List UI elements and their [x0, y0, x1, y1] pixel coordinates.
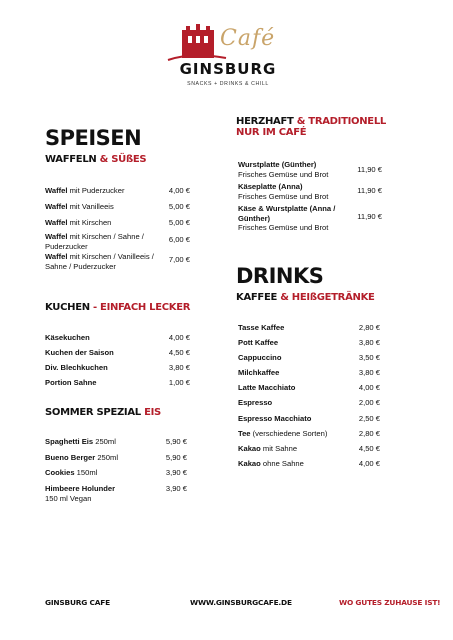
list-item: Tasse Kaffee — [238, 323, 285, 332]
price: 7,00 € — [168, 255, 190, 264]
list-item: Spaghetti Eis 250ml — [45, 437, 116, 446]
price: 2,80 € — [358, 323, 380, 332]
list-item: Bueno Berger 250ml — [45, 453, 119, 462]
list-item: Latte Macchiato — [238, 383, 296, 392]
herzhaft-heading: HERZHAFT & TRADITIONELL NUR IM CAFÉ — [236, 116, 386, 138]
list-item: Tee (verschiedene Sorten) — [238, 429, 328, 438]
sommer-heading: SOMMER SPEZIAL EIS — [45, 407, 161, 418]
list-item: Cookies 150ml — [45, 468, 98, 477]
price: 3,80 € — [168, 363, 190, 372]
price: 5,90 € — [165, 453, 187, 462]
price: 5,90 € — [165, 437, 187, 446]
list-item: Wurstplatte (Günther) Frisches Gemüse und Brot — [238, 160, 329, 179]
kuchen-heading: KUCHEN - EINFACH LECKER — [45, 302, 191, 313]
list-item: Käsekuchen — [45, 333, 90, 342]
list-item: Div. Blechkuchen — [45, 363, 108, 372]
price: 5,00 € — [168, 202, 190, 211]
price: 1,00 € — [168, 378, 190, 387]
price: 4,00 € — [168, 333, 190, 342]
logo-tagline: SNACKS + DRINKS & CHILL — [187, 81, 269, 87]
list-item: Espresso Macchiato — [238, 414, 312, 423]
price: 2,80 € — [358, 429, 380, 438]
price: 4,50 € — [358, 444, 380, 453]
drinks-title: DRINKS — [236, 264, 324, 288]
speisen-title: SPEISEN — [45, 126, 142, 150]
price: 3,80 € — [358, 338, 380, 347]
list-item: Waffel mit Kirschen / Sahne / Puderzucker — [45, 232, 144, 251]
list-item: Himbeere Holunder 150 ml Vegan — [45, 484, 116, 503]
price: 3,90 € — [165, 468, 187, 477]
logo — [162, 14, 292, 96]
list-item: Kuchen der Saison — [45, 348, 114, 357]
list-item: Waffel mit Kirschen — [45, 218, 112, 227]
list-item: Käse & Wurstplatte (Anna / Günther) Frisches Gemüse und Brot — [238, 204, 336, 232]
price: 11,90 € — [357, 186, 382, 195]
price: 6,00 € — [168, 235, 190, 244]
price: 5,00 € — [168, 218, 190, 227]
list-item: Kakao mit Sahne — [238, 444, 298, 453]
price: 4,00 € — [168, 186, 190, 195]
price: 2,50 € — [358, 414, 380, 423]
price: 11,90 € — [357, 165, 382, 174]
list-item: Käseplatte (Anna) Frisches Gemüse und Brot — [238, 182, 329, 201]
list-item: Waffel mit Vanilleeis — [45, 202, 114, 211]
logo-script: Café — [220, 26, 276, 51]
list-item: Milchkaffee — [238, 368, 280, 377]
list-item: Waffel mit Puderzucker — [45, 186, 125, 195]
kaffee-heading: KAFFEE & HEIßGETRÄNKE — [236, 292, 375, 303]
waffeln-heading: WAFFELN & SÜßES — [45, 154, 147, 165]
price: 11,90 € — [357, 212, 382, 221]
footer-website-link[interactable]: WWW.GINSBURGCAFE.DE — [190, 598, 292, 607]
price: 3,50 € — [358, 353, 380, 362]
list-item: Cappuccino — [238, 353, 282, 362]
list-item: Portion Sahne — [45, 378, 97, 387]
price: 4,50 € — [168, 348, 190, 357]
price: 4,00 € — [358, 459, 380, 468]
price: 2,00 € — [358, 398, 380, 407]
footer-left: GINSBURG CAFE — [45, 598, 110, 607]
list-item: Waffel mit Kirschen / Vanilleeis / Sahne / Puderzucker — [45, 252, 154, 271]
price: 3,80 € — [358, 368, 380, 377]
list-item: Kakao ohne Sahne — [238, 459, 304, 468]
footer-slogan: WO GUTES ZUHAUSE IST! — [339, 598, 441, 607]
price: 3,90 € — [165, 484, 187, 493]
list-item: Pott Kaffee — [238, 338, 279, 347]
list-item: Espresso — [238, 398, 273, 407]
price: 4,00 € — [358, 383, 380, 392]
logo-brand: GINSBURG — [179, 60, 277, 78]
